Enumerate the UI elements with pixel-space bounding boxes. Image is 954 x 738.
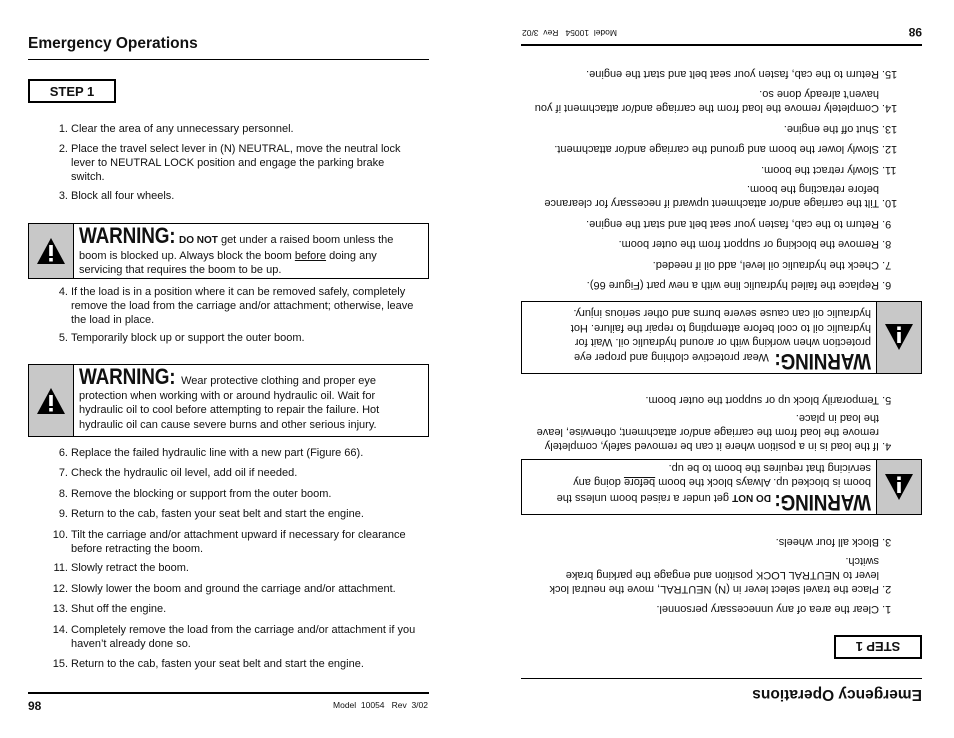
list-item: 13. Shut off the engine. (783, 123, 898, 135)
list-item: 7. Check the hydraulic oil level, add oil if needed. (58, 467, 298, 479)
list-item: 10. Tilt the carriage and/or attachment upward if necessary for clearance before retracting the boom. (544, 183, 898, 209)
list-item: 4. If the load is in a position where it can be removed safely, completely remove the load from the carriage and/or attachment; otherwise, leave the load in place. (536, 412, 892, 452)
list-item: 2. Place the travel select lever in (N) NEUTRAL, move the neutral lock lever to NEUTRAL LOCK position and engage the parking brake switch. (58, 143, 401, 183)
model-revision: Model 10054 Rev 3/02 (522, 28, 617, 38)
list-item: 11. Slowly retract the boom. (761, 164, 897, 176)
title-divider (28, 59, 429, 60)
list-item: 11. Slowly retract the boom. (53, 562, 189, 574)
step-label: STEP 1 (834, 635, 922, 659)
warning-heading: WARNING: (774, 490, 871, 515)
manual-page-inverted (522, 0, 942, 738)
warning-box (28, 223, 429, 279)
list-item: 2. Place the travel select lever in (N) NEUTRAL, move the neutral lock lever to NEUTRAL LOCK position and engage the parking brake switch. (549, 555, 892, 595)
list-item: 15. Return to the cab, fasten your seat belt and start the engine. (586, 68, 898, 80)
underlined-word: before (623, 476, 656, 489)
page-number: 98 (28, 699, 42, 713)
page-title: Emergency Operations (28, 35, 198, 52)
list-item: 4. If the load is in a position where it can be removed safely, completely remove the load from the carriage and/or attachment; otherwise, leave the load in place. (58, 286, 414, 326)
title-divider (521, 678, 922, 679)
warning-exclamation-icon (29, 224, 74, 278)
page-title: Emergency Operations (752, 686, 922, 703)
list-item: 14. Completely remove the load from the carriage and/or attachment if you haven’t already done so. (52, 624, 416, 650)
list-item: 15. Return to the cab, fasten your seat belt and start the engine. (52, 658, 364, 670)
underlined-word: before (294, 249, 327, 262)
warning-do-not: DO NOT (179, 235, 218, 246)
step-label: STEP 1 (28, 79, 116, 103)
warning-heading: WARNING: (79, 223, 176, 248)
warning-do-not: DO NOT (732, 492, 771, 503)
list-item: 3. Block all four wheels. (775, 536, 892, 548)
list-item: 13. Shut off the engine. (52, 603, 167, 615)
manual-page-upright (8, 0, 428, 738)
list-item: 10. Tilt the carriage and/or attachment upward if necessary for clearance before retracting the boom. (52, 529, 406, 555)
warning-exclamation-icon (876, 302, 921, 373)
warning-exclamation-icon (29, 365, 74, 436)
warning-heading: WARNING: (774, 349, 871, 374)
warning-text: WARNING: Wear protective clothing and proper eye protection when working with or around hydraulic oil. Wait for hydraulic oil to cool before attempting to repair the failure. Hot hydraulic oil can cause severe burns and other serious injury. (79, 364, 380, 431)
warning-text: WARNING: Wear protective clothing and proper eye protection when working with or around hydraulic oil. Wait for hydraulic oil to cool before attempting to repair the failure. Hot hydraulic oil can cause severe burns and other serious injury. (570, 307, 871, 374)
footer-divider (28, 692, 429, 694)
warning-box (28, 364, 429, 437)
warning-box (521, 459, 922, 515)
list-item: 5. Temporarily block up or support the outer boom. (645, 394, 892, 406)
list-item: 6. Replace the failed hydraulic line with a new part (Figure 66). (586, 279, 892, 291)
model-revision: Model 10054 Rev 3/02 (333, 700, 428, 710)
list-item: 8. Remove the blocking or support from the outer boom. (618, 238, 892, 250)
warning-text: WARNING: DO NOT get under a raised boom unless the boom is blocked up. Always block the boom before doing any servicing that requires the boom to be up. (79, 223, 394, 276)
list-item: 14. Completely remove the load from the carriage and/or attachment if you haven’t already done so. (534, 88, 898, 114)
list-item: 6. Replace the failed hydraulic line with a new part (Figure 66). (58, 447, 364, 459)
list-item: 1. Clear the area of any unnecessary personnel. (656, 603, 892, 615)
list-item: 9. Return to the cab, fasten your seat belt and start the engine. (586, 218, 892, 230)
list-item: 9. Return to the cab, fasten your seat belt and start the engine. (58, 508, 364, 520)
list-item: 3. Block all four wheels. (58, 190, 175, 202)
warning-box (521, 301, 922, 374)
list-item: 8. Remove the blocking or support from the outer boom. (58, 488, 332, 500)
page-number: 98 (908, 25, 922, 39)
list-item: 7. Check the hydraulic oil level, add oil if needed. (652, 259, 892, 271)
list-item: 12. Slowly lower the boom and ground the carriage and/or attachment. (52, 583, 396, 595)
list-item: 5. Temporarily block up or support the outer boom. (58, 332, 305, 344)
warning-exclamation-icon (876, 460, 921, 514)
list-item: 12. Slowly lower the boom and ground the carriage and/or attachment. (554, 143, 898, 155)
warning-text: WARNING:DO NOT get under a raised boom unless the boom is blocked up. Always block the boom before doing any servicing that requires the boom to be up. (556, 462, 871, 515)
warning-heading: WARNING: (79, 364, 176, 389)
footer-divider (521, 44, 922, 46)
list-item: 1. Clear the area of any unnecessary personnel. (58, 123, 294, 135)
